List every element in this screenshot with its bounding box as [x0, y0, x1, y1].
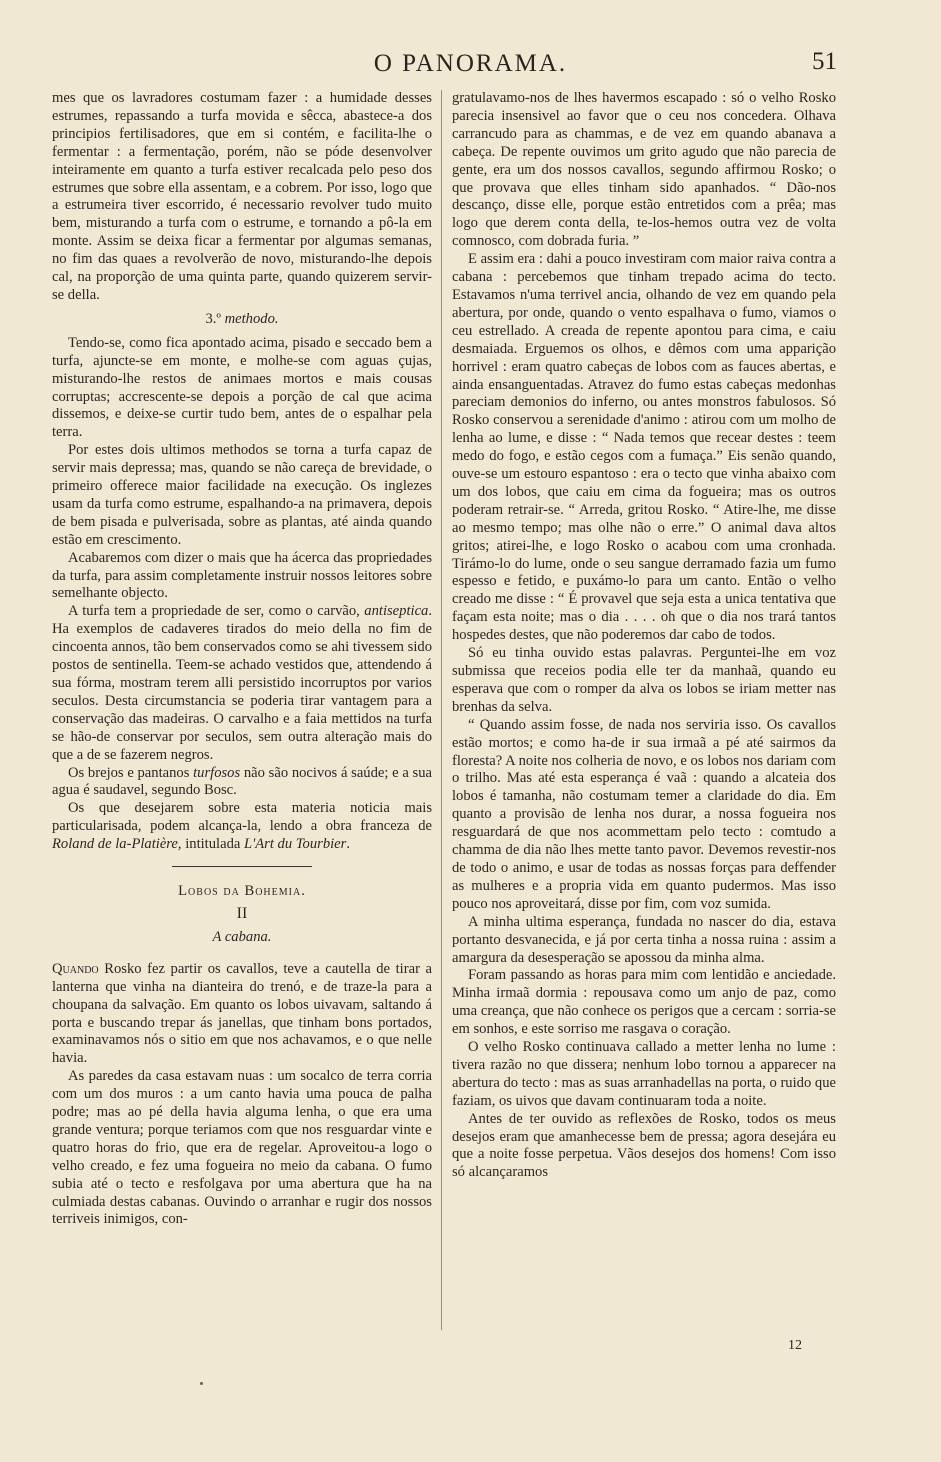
paragraph: Tendo-se, como fica apontado acima, pisado e seccado bem a turfa, ajuncte-se em monte, e molhe-se com aguas çujas, misturando-lhe restos de animaes mortos e mais cousas corruptas; accrescente-se depois a porção de cal que acima dissemos, e deixe-se curtir tudo bem, antes de o espalhar pela terra.	[52, 334, 432, 441]
right-column	[452, 90, 836, 1182]
paragraph: Antes de ter ouvido as reflexões de Rosko, todos os meus desejos eram que amanhecesse bem de pressa; agora desejára eu que a noite fosse perpetua. Vãos desejos dos homens! Com isso só alcançaramos	[452, 1110, 836, 1181]
paragraph: E assim era : dahi a pouco investiram com maior raiva contra a cabana : percebemos que tinham trepado acima do tecto. Estavamos n'uma terrivel ancia, olhando de vez em quando pela abertura, por onde, quando o vento espalhava o fumo, viamos o ceu estrellado. A creada de repente apontou para cima, e caiu desmaiada. Erguemos os olhos, e dêmos com uma apparição horrivel : eram quatro cabeças de lobos com as fauces abertas, e ainda ensanguentadas. Atravez do fumo estas cabeças medonhas pareciam demonios do inferno, ou antes monstros fabulosos. Só Rosko conservou a serenidade d'animo : atirou com um molho de lenha ao lume, e disse : “ Nada temos que recear destes : teem medo do fogo, e estão cegos com a fumaça.” Eis senão quando, ouve-se um estouro espantoso : era o tecto que vinha abaixo com um dos lobos, que caiu em cima da fogueira; mas os outros poderam retrair-se. “ Arreda, gritou Rosko. “ Atire-lhe, me disse ao mesmo tempo; mas olhe não o erre.” O animal dava altos gritos; atirei-lhe, e logo Rosko o acabou com uma cronhada. Tirámo-lo do lume, onde o seu sangue derramado fazia um fumo espesso e fetido, e puxámo-lo para um canto. Então o velho creado me disse : “ É provavel que seja esta a unica tentativa que façam esta noite; mas o dia . . . . oh que o dia nos trará tantos hospedes destes, que não poderemos dar cabo de todos.	[452, 251, 836, 644]
chapter-title: A cabana.	[212, 928, 272, 945]
paragraph: gratulavamo-nos de lhes havermos escapado : só o velho Rosko parecia insensivel ao favor que o ceu nos concedera. Olhava carrancudo para as chammas, e de vez em quando abanava a cabeça. De repente ouvimos um grito agudo que não parecia de gente, era um dos nossos cavallos, segundo affirmou Rosko; o que provava que elles tinham sido apanhados. “ Dão-nos descanço, disse elle, porque estão entretidos com a prêa; mas logo que derem conta della, te-los-hemos outra vez de volta comnosco, com dobrada furia. ”	[452, 90, 836, 250]
text-run: Os brejos e pantanos	[68, 764, 194, 781]
emphasis-text: antiseptica	[364, 603, 429, 620]
chapter-number: II	[236, 904, 248, 922]
paragraph: Acabaremos com dizer o mais que ha ácerca das propriedades da turfa, para assim completamente instruir nossos leitores sobre semelhante objecto.	[52, 549, 432, 602]
paragraph	[52, 765, 432, 801]
ink-dot	[200, 1382, 203, 1385]
signature-mark: 12	[788, 1338, 802, 1353]
series-title: Lobos da Bohemia.	[178, 883, 306, 900]
text-run: .	[346, 836, 350, 853]
paragraph: A minha ultima esperança, fundada no nascer do dia, estava portanto desvanecida, e já por certa tinha a nossa ruina : assim a amargura da desesperação se apossou da minha alma.	[452, 913, 836, 966]
paragraph: mes que os lavradores costumam fazer : a humidade desses estrumes, repassando a turfa movida e sêcca, abastece-a dos principios fertilisadores, que em si contém, e facilita-lhe o fermentar : a fermentação, porém, não se póde desenvolver inteiramente em quanto a turfa estiver recalcada pelo peso dos estrumes que sobre ella assentam, e a cobrem. Por isso, logo que a estrumeira tiver escorrido, é necessario revolver tudo muito bem, misturando a turfa com o estrume, e tornando a pô-la em monte. Assim se deixa ficar a fermentar por algumas semanas, no fim das quaes a revolverão de novo, misturando-lhe depois cal, na proporção de uma quinta parte, quando quizerem servir-se della.	[52, 90, 432, 303]
section-separator	[172, 866, 312, 867]
paragraph: “ Quando assim fosse, de nada nos serviria isso. Os cavallos estão mortos; e como ha-de ir sua irmaã a pé até sairmos da floresta? A noite nos colheria de novo, e os lobos nos dariam com o trilho. Mas até esta esperança é vaã : quando a alcateia dos lobos é tamanha, não costumam temer a claridade do dia. Em quanto a provisão de lenha nos durar, a nossa fogueira nos resguardará de que nos acommettam pelo tecto : comtudo a chamma de dia não lhes mette tanto pavor. Devemos revestir-nos de todo o animo, e usar de todas as nossas forças para deffender as mulheres e a propria vida em quanto pudermos. Mas isso pouco nos aproveitará, disse por fim, com voz sumida.	[452, 716, 836, 912]
paragraph: Por estes dois ultimos methodos se torna a turfa capaz de servir mais depressa; mas, quando se não careça de brevidade, o primeiro offerece maior facilidade na execução. Os inglezes usam da turfa como estrume, espalhando-a na primavera, depois de bem pisada e pulverisada, sobre as plantas, até ainda quando estão em crescimento.	[52, 442, 432, 548]
page-title: O PANORAMA.	[373, 50, 568, 77]
paragraph	[52, 603, 432, 764]
emphasis-text: turfosos	[193, 764, 241, 781]
text-run: Os que desejarem sobre esta materia noticia mais particularisada, podem alcança-la, lendo a obra franceza de	[52, 800, 432, 835]
text-run: . Ha exemplos de cadaveres tirados do meio della no fim de cincoenta annos, tão bem conservados como se ahi tivessem sido postos de sentinella. Teem-se achado vestidos que, attendendo á sua fórma, mostram terem alli persistido incorruptos por varios seculos. Desta circumstancia se poderia tirar vantagem para a conservação das madeiras. O carvalho e a faia mettidos na turfa se hão-de conservar por seculos, sem outra alteração mais do que a de se fazerem negros.	[52, 603, 432, 763]
section-heading	[52, 311, 432, 329]
paragraph	[52, 800, 432, 854]
paragraph	[52, 961, 432, 1068]
text-run: não são nocivos á saúde; e a sua agua é saudavel, segundo Bosc.	[52, 764, 432, 799]
emphasis-text: L'Art du Tourbier	[244, 836, 347, 853]
left-column	[52, 90, 432, 1229]
emphasis-text: Roland de la-Platière	[52, 836, 178, 853]
method-number: 3.º	[205, 310, 221, 327]
paragraph: Foram passando as horas para mim com lentidão e anciedade. Minha irmaã dormia : repousava como um anjo de paz, como uma creança, que não conhece os perigos que a cercam : sorria-se em sonhos, e este sorriso me rasgava o coração.	[452, 967, 836, 1038]
text-run: Rosko fez partir os cavallos, teve a cautella de tirar a lanterna que vinha na dianteira do trenó, e de traze-la para a choupana da salvação. Em quanto os lobos uivavam, saltando á porta e buscando trepar ás janellas, que tinham bons portados, examinavamos nós o sitio em que nos achavamos, e o que nelle havia.	[52, 960, 432, 1067]
text-run: A turfa tem a propriedade de ser, como o carvão,	[68, 603, 365, 620]
paragraph: As paredes da casa estavam nuas : um socalco de terra corria com um dos muros : a um canto havia uma pouca de palha podre; mas ao pé della havia alguma lenha, o que era uma grande ventura; porque teriamos com que nos resguardar vinte e quatro horas do frio, que era de regelar. Aproveitou-a logo o velho creado, e fez uma fogueira no meio da cabana. O fumo subia até o tecto e resfolgava por uma abertura que ha na culmiada destas cabanas. Ouvindo o arranhar e rugir dos nossos terriveis inimigos, con-	[52, 1068, 432, 1228]
drop-word: Quando	[52, 960, 99, 977]
text-run: , intitulada	[177, 836, 244, 853]
column-divider	[441, 90, 442, 1330]
method-label: methodo.	[224, 310, 279, 327]
paragraph: O velho Rosko continuava callado a metter lenha no lume : tivera razão no que dissera; nenhum lobo tornou a apparecer na abertura do tecto : mas as suas arranhadellas na porta, o ruido que faziam, os uivos que davam continuaram toda a noite.	[452, 1039, 836, 1109]
page-number: 51	[812, 48, 837, 75]
paragraph: Só eu tinha ouvido estas palavras. Perguntei-lhe em voz submissa que receios podia elle ter da manhaã, quando eu esperava que com o romper da alva os lobos se iriam metter nas brenhas da selva.	[452, 645, 836, 715]
